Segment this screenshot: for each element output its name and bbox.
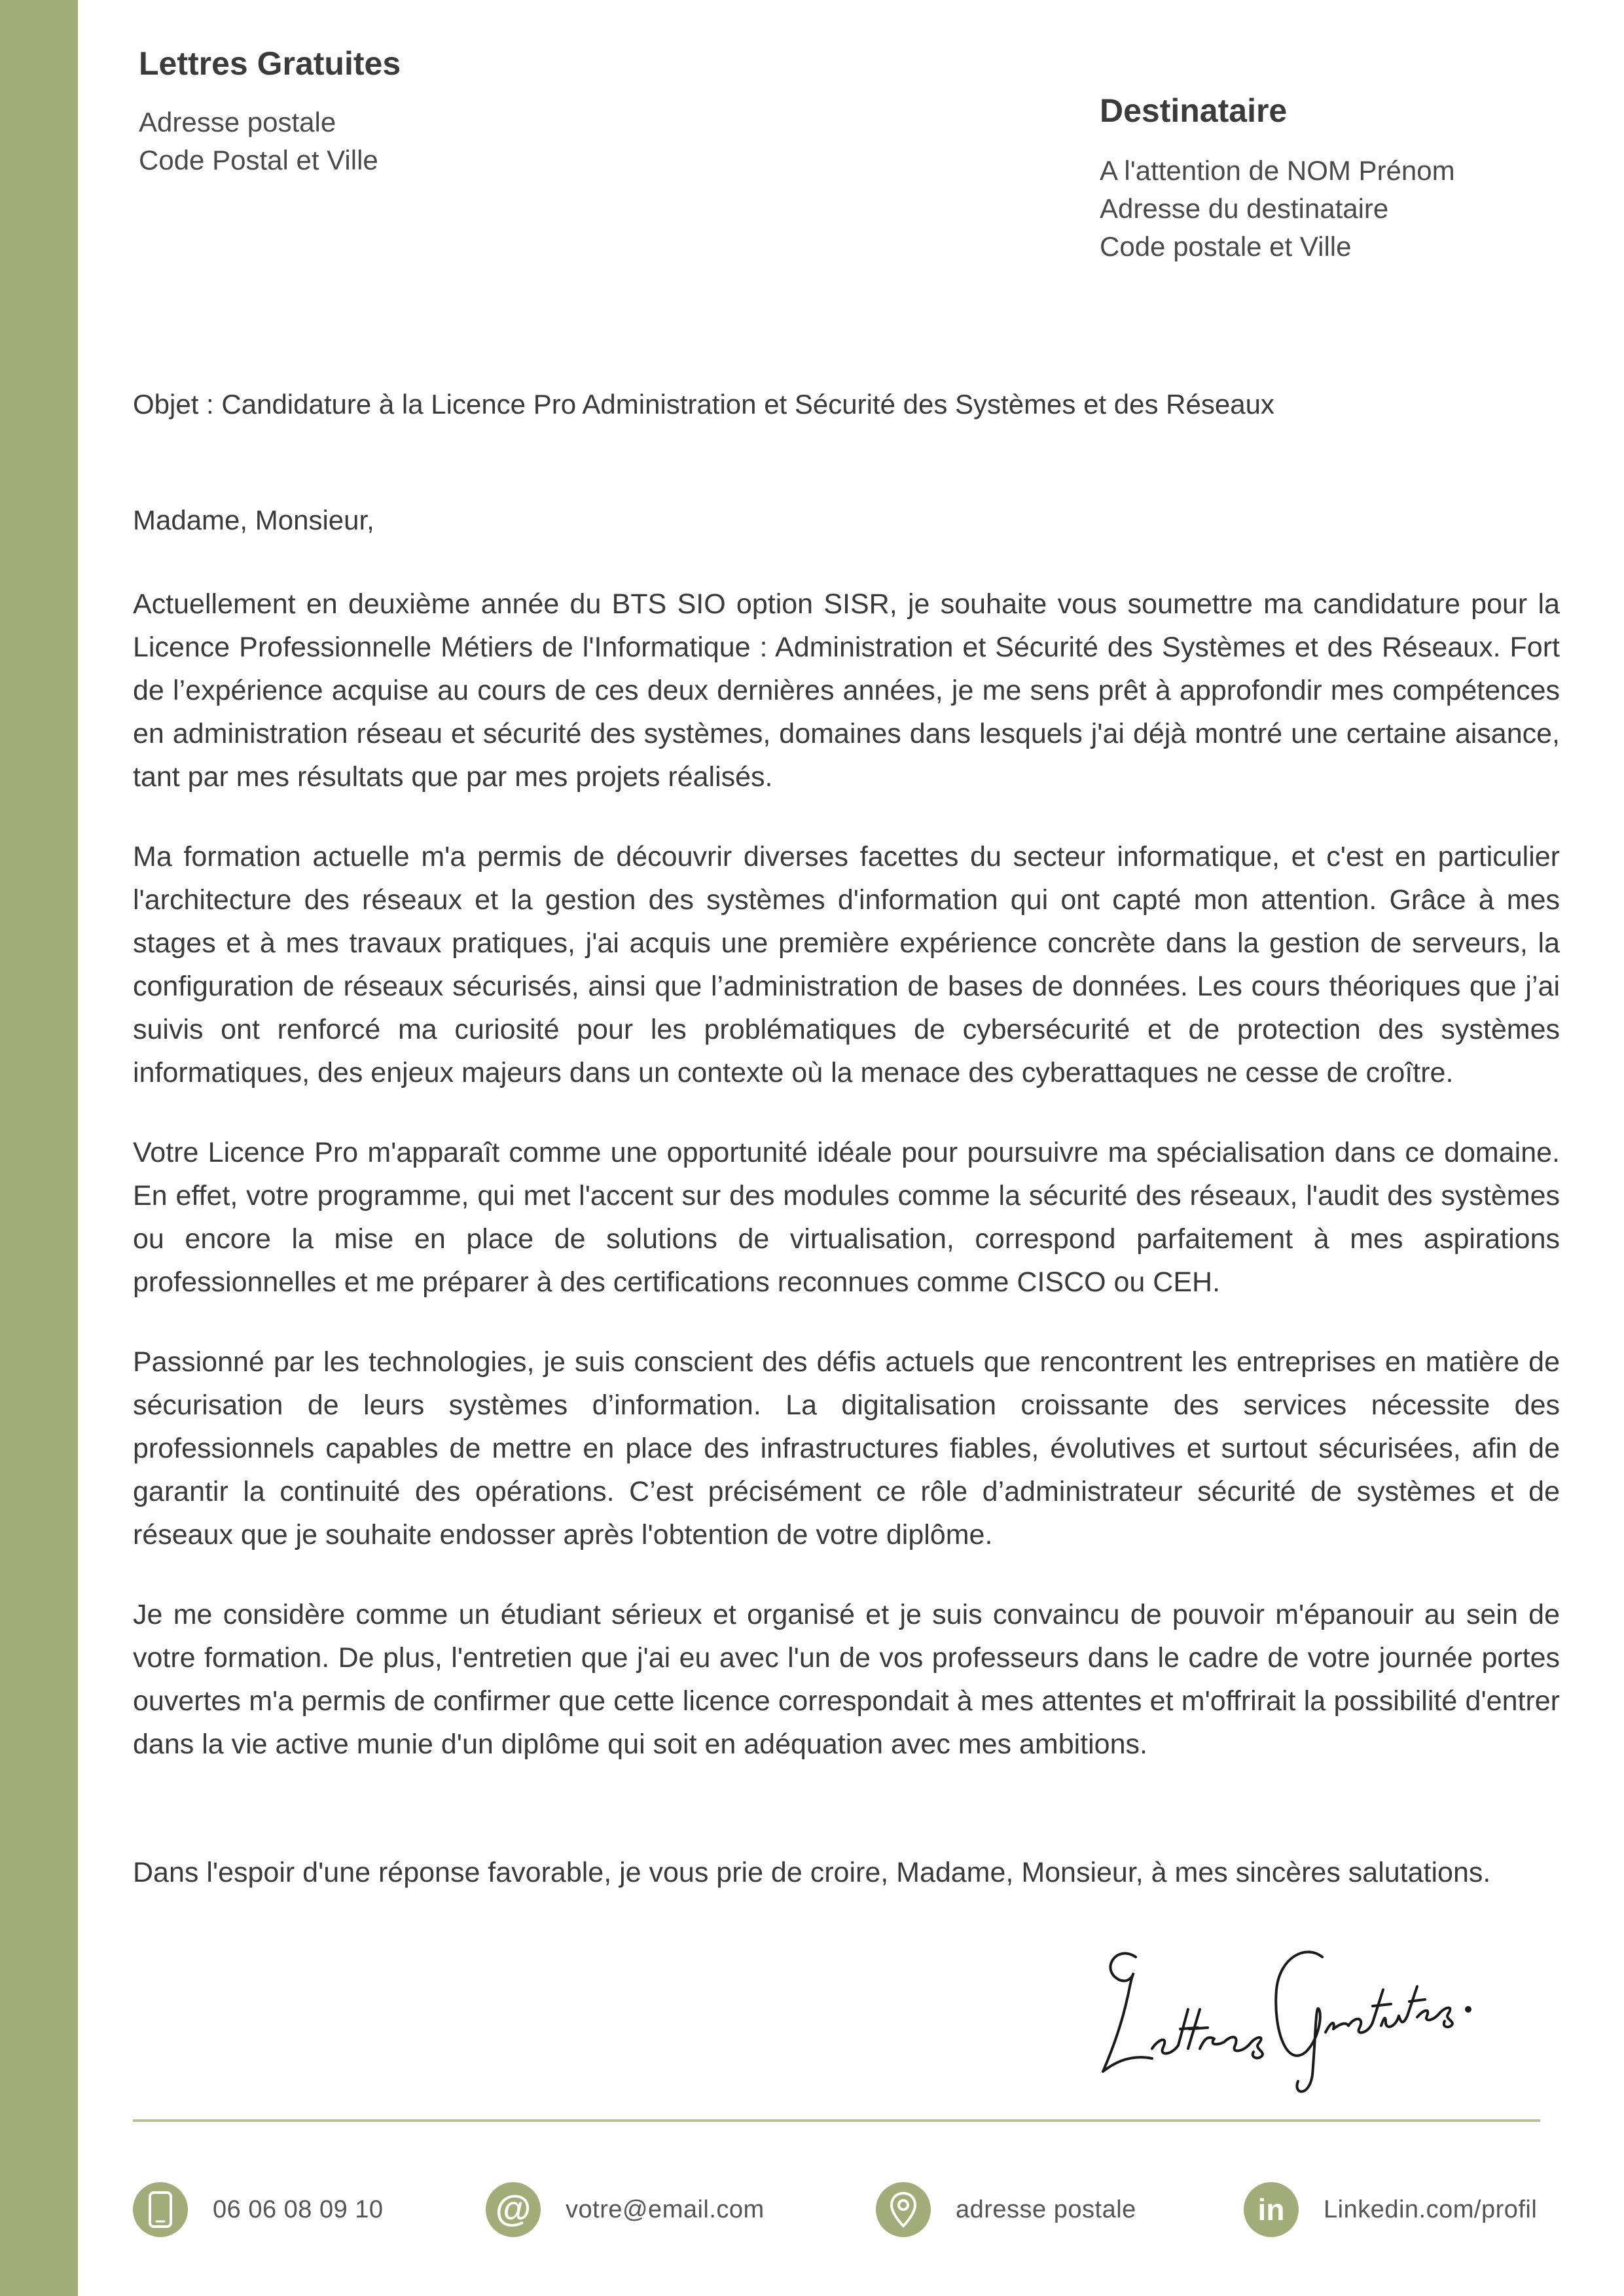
body-paragraph: Passionné par les technologies, je suis conscient des défis actuels que rencontrent les entreprises en matière de sécurisation de leurs systèmes d’information. La digitalisation croissante des services nécessite des professionnels capables de mettre en place des infrastructures fiables, évolutives et surtout sécurisées, afin de garantir la continuité des opérations. C’est précisément ce rôle d’administrateur sécurité de systèmes et de réseaux que je souhaite endosser après l'obtention de votre diplôme. [133, 1346, 1560, 1551]
body-paragraph: Ma formation actuelle m'a permis de découvrir diverses facettes du secteur informatique, et c'est en particulier l'architecture des réseaux et la gestion des systèmes d'information qui ont capté mon attention. Grâce à mes stages et à mes travaux pratiques, j'ai acquis une première expérience concrète dans la gestion de serveurs, la configuration de réseaux sécurisés, ainsi que l’administration de bases de données. Les cours théoriques que j’ai suivis ont renforcé ma curiosité pour les problématiques de cybersécurité et de protection des systèmes informatiques, des enjeux majeurs dans un contexte où la menace des cyberattaques ne cesse de croître. [133, 841, 1560, 1088]
sender-city: Code Postal et Ville [139, 145, 378, 175]
sender-name: Lettres Gratuites [139, 45, 401, 82]
footer-address [876, 2181, 1136, 2238]
sender-address: Adresse postale [139, 107, 336, 137]
footer-email [486, 2181, 765, 2238]
footer-phone [133, 2181, 384, 2238]
sender-block [139, 45, 401, 179]
letter-subject: Objet : Candidature à la Licence Pro Administration et Sécurité des Systèmes et des Réseaux [133, 389, 1274, 420]
phone-icon [133, 2182, 188, 2237]
recipient-attention: A l'attention de NOM Prénom [1100, 155, 1455, 186]
footer-linkedin [1244, 2181, 1537, 2238]
footer-divider [133, 2119, 1540, 2122]
map-pin-icon [876, 2182, 931, 2237]
footer-phone-text: 06 06 08 09 10 [213, 2195, 384, 2223]
recipient-city: Code postale et Ville [1100, 231, 1352, 262]
at-icon: @ [486, 2182, 541, 2237]
body-paragraph: Votre Licence Pro m'apparaît comme une opportunité idéale pour poursuivre ma spécialisation dans ce domaine. En effet, votre programme, qui met l'accent sur des modules comme la sécurité des réseaux, l'audit des systèmes ou encore la mise en place de solutions de virtualisation, correspond parfaitement à mes aspirations professionnelles et me préparer à des certifications reconnues comme CISCO ou CEH. [133, 1137, 1560, 1298]
linkedin-icon: in [1244, 2182, 1299, 2237]
body-paragraph: Je me considère comme un étudiant sérieux et organisé et je suis convaincu de pouvoir m'épanouir au sein de votre formation. De plus, l'entretien que j'ai eu avec l'un de vos professeurs dans le cadre de votre journée portes ouvertes m'a permis de confirmer que cette licence correspondait à mes attentes et m'offrirait la possibilité d'entrer dans la vie active munie d'un diplôme qui soit en adéquation avec mes ambitions. [133, 1599, 1560, 1760]
recipient-address: Adresse du destinataire [1100, 193, 1389, 224]
body-paragraph: Actuellement en deuxième année du BTS SIO option SISR, je souhaite vous soumettre ma candidature pour la Licence Professionnelle Métiers de l'Informatique : Administration et Sécurité des Systèmes et des Réseaux. Fort de l’expérience acquise au cours de ces deux dernières années, je me sens prêt à approfondir mes compétences en administration réseau et sécurité des systèmes, domaines dans lesquels j'ai déjà montré une certaine aisance, tant par mes résultats que par mes projets réalisés. [133, 588, 1560, 793]
handwritten-signature [1090, 1918, 1496, 2101]
footer-linkedin-text[interactable]: Linkedin.com/profil [1324, 2195, 1538, 2223]
footer-email-text[interactable]: votre@email.com [566, 2195, 765, 2223]
letter-closing: Dans l'espoir d'une réponse favorable, je vous prie de croire, Madame, Monsieur, à mes sincères salutations. [133, 1857, 1491, 1888]
recipient-title: Destinataire [1100, 92, 1288, 129]
letter-body [133, 583, 1560, 1803]
footer-address-text: adresse postale [956, 2195, 1136, 2223]
accent-sidebar [0, 0, 78, 2296]
letter-salutation: Madame, Monsieur, [133, 505, 374, 535]
recipient-block [1100, 92, 1455, 266]
